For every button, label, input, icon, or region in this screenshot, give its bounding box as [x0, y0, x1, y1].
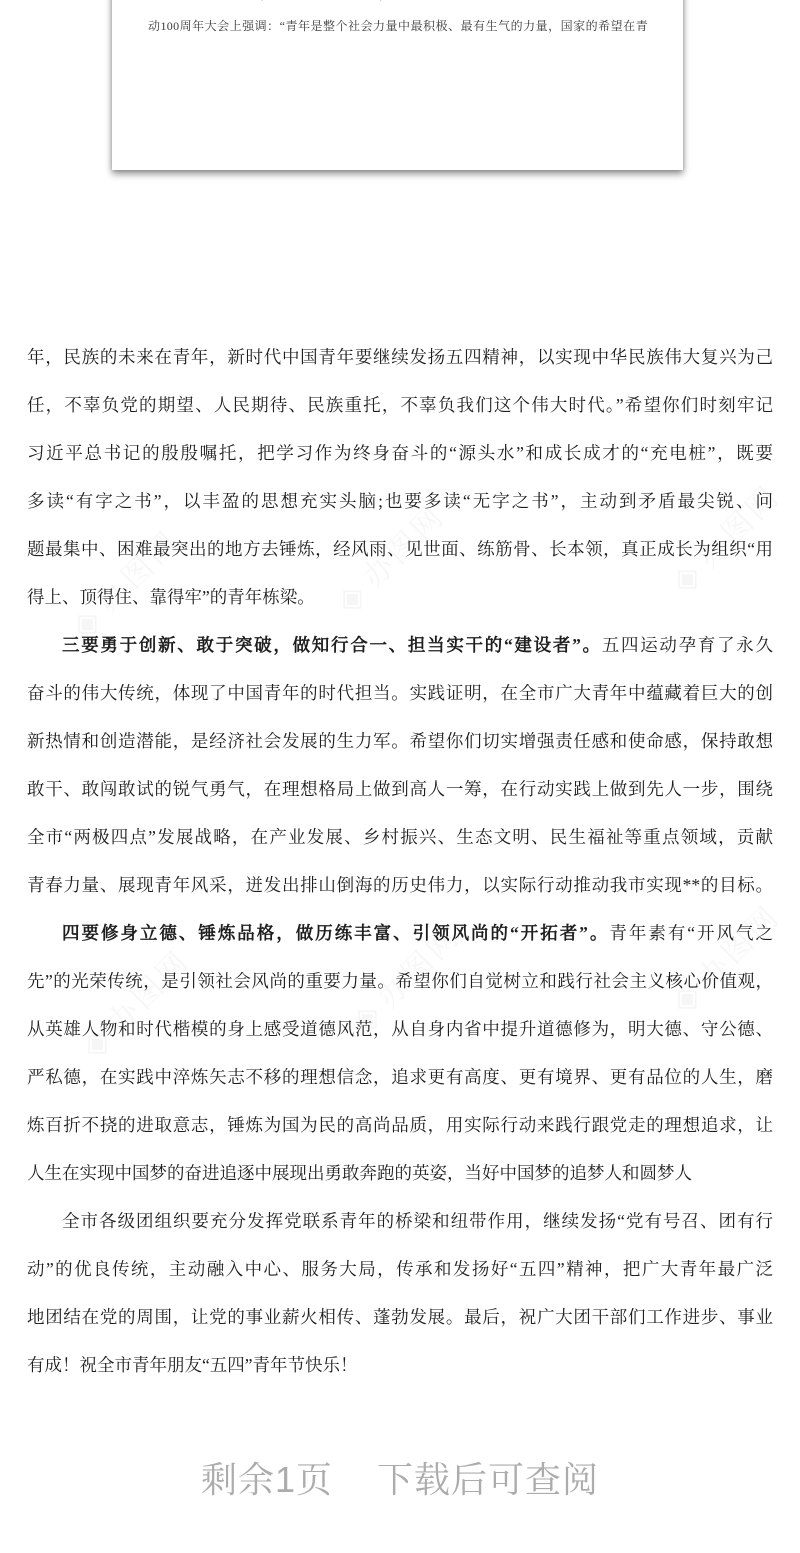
- body-line-text: 从英雄人物和时代楷模的身上感受道德风范，从自身内省中提升道德修为，明大德、守公德、: [27, 1019, 773, 1039]
- body-line-text: 奋斗的伟大传统，体现了中国青年的时代担当。实践证明，在全市广大青年中蕴藏着巨大的创: [27, 683, 773, 703]
- body-line: [27, 525, 773, 573]
- body-line-text: 习近平总书记的殷殷嘱托，把学习作为终身奋斗的“源头水”和成长成才的“充电桩”，既要: [27, 443, 773, 463]
- body-line-text: 地团结在党的周围，让党的事业薪火相传、蓬勃发展。最后，祝广大团干部们工作进步、事业: [27, 1307, 773, 1327]
- body-line-bold: 四要修身立德、锤炼品格，做历练丰富、引领风尚的“开拓者”。: [62, 923, 610, 943]
- body-line-text: 炼百折不挠的进取意志，锤炼为国为民的高尚品质，用实际行动来践行跟党走的理想追求，让: [27, 1115, 773, 1135]
- body-line-text: 先”的光荣传统，是引领社会风尚的重要力量。希望你们自觉树立和践行社会主义核心价值观，: [27, 971, 773, 991]
- body-line: [27, 669, 773, 717]
- body-line: [27, 813, 773, 861]
- download-to-view-hint: 下载后可查阅: [377, 1459, 600, 1500]
- body-line-text: 任，不辜负党的期望、人民期待、民族重托，不辜负我们这个伟大时代。”希望你们时刻牢记: [27, 395, 773, 415]
- preview-visible-line: 动100周年大会上强调：“青年是整个社会力量中最积极、最有生气的力量，国家的希望在青: [148, 19, 648, 33]
- body-line-bold: 三要勇于创新、敢于突破，做知行合一、担当实干的“建设者”。: [62, 635, 602, 655]
- body-line: [27, 1341, 773, 1389]
- body-line-text: 得上、顶得住、靠得牢”的青年栋梁。: [27, 587, 315, 607]
- body-line: [27, 909, 773, 957]
- body-line-text: 动”的优良传统，主动融入中心、服务大局，传承和发扬好“五四”精神，把广大青年最广泛: [27, 1259, 773, 1279]
- body-line: [27, 957, 773, 1005]
- body-line: [27, 765, 773, 813]
- body-line-text: 新热情和创造潜能，是经济社会发展的生力军。希望你们切实增强责任感和使命感，保持敢想: [27, 731, 773, 751]
- body-line-text: 人生在实现中国梦的奋进追逐中展现出勇敢奔跑的英姿，当好中国梦的追梦人和圆梦人: [27, 1163, 692, 1183]
- body-line-text: 敢干、敢闯敢试的锐气勇气，在理想格局上做到高人一筹，在行动实践上做到先人一步，围绕: [27, 779, 773, 799]
- body-line: [27, 381, 773, 429]
- body-line-text: 全市各级团组织要充分发挥党联系青年的桥梁和纽带作用，继续发扬“党有号召、团有行: [62, 1211, 773, 1231]
- body-line-text: 五四运动孕育了永久: [601, 635, 774, 655]
- body-line-text: 题最集中、困难最突出的地方去锤炼，经风雨、见世面、练筋骨、长本领，真正成长为组织“用: [27, 539, 773, 559]
- body-line: [27, 573, 773, 621]
- body-line-text: 有成！祝全市青年朋友“五四”青年节快乐！: [27, 1355, 358, 1375]
- body-line: [27, 1005, 773, 1053]
- body-line: [27, 1245, 773, 1293]
- body-line: [27, 429, 773, 477]
- body-line-text: 青年素有“开风气之: [609, 923, 773, 943]
- preview-card-text: [148, 0, 648, 42]
- body-line: [27, 1101, 773, 1149]
- body-line: [27, 1293, 773, 1341]
- body-line: [27, 477, 773, 525]
- body-line: [27, 333, 773, 381]
- body-line: [27, 621, 773, 669]
- body-line: [27, 1197, 773, 1245]
- body-line: [27, 1149, 773, 1197]
- body-line: [27, 861, 773, 909]
- body-line-text: 多读“有字之书”，以丰盈的思想充实头脑;也要多读“无字之书”，主动到矛盾最尖锐、问: [27, 491, 773, 511]
- body-line-text: 严私德，在实践中淬炼矢志不移的理想信念，追求更有高度、更有境界、更有品位的人生，磨: [27, 1067, 773, 1087]
- preview-partial-line: [148, 0, 648, 10]
- remaining-pages-count: 剩余1页: [200, 1459, 333, 1500]
- remaining-pages-note: [0, 1452, 800, 1503]
- body-line: [27, 1053, 773, 1101]
- body-line: [27, 717, 773, 765]
- document-body: [27, 333, 773, 1389]
- body-line-text: 全市“两极四点”发展战略，在产业发展、乡村振兴、生态文明、民生福祉等重点领域，贡献: [27, 827, 773, 847]
- document-page-preview: [112, 0, 683, 170]
- body-line-text: 年，民族的未来在青年，新时代中国青年要继续发扬五四精神，以实现中华民族伟大复兴为己: [27, 347, 773, 367]
- body-line-text: 青春力量、展现青年风采，迸发出排山倒海的历史伟力，以实际行动推动我市实现**的目标。: [27, 875, 773, 895]
